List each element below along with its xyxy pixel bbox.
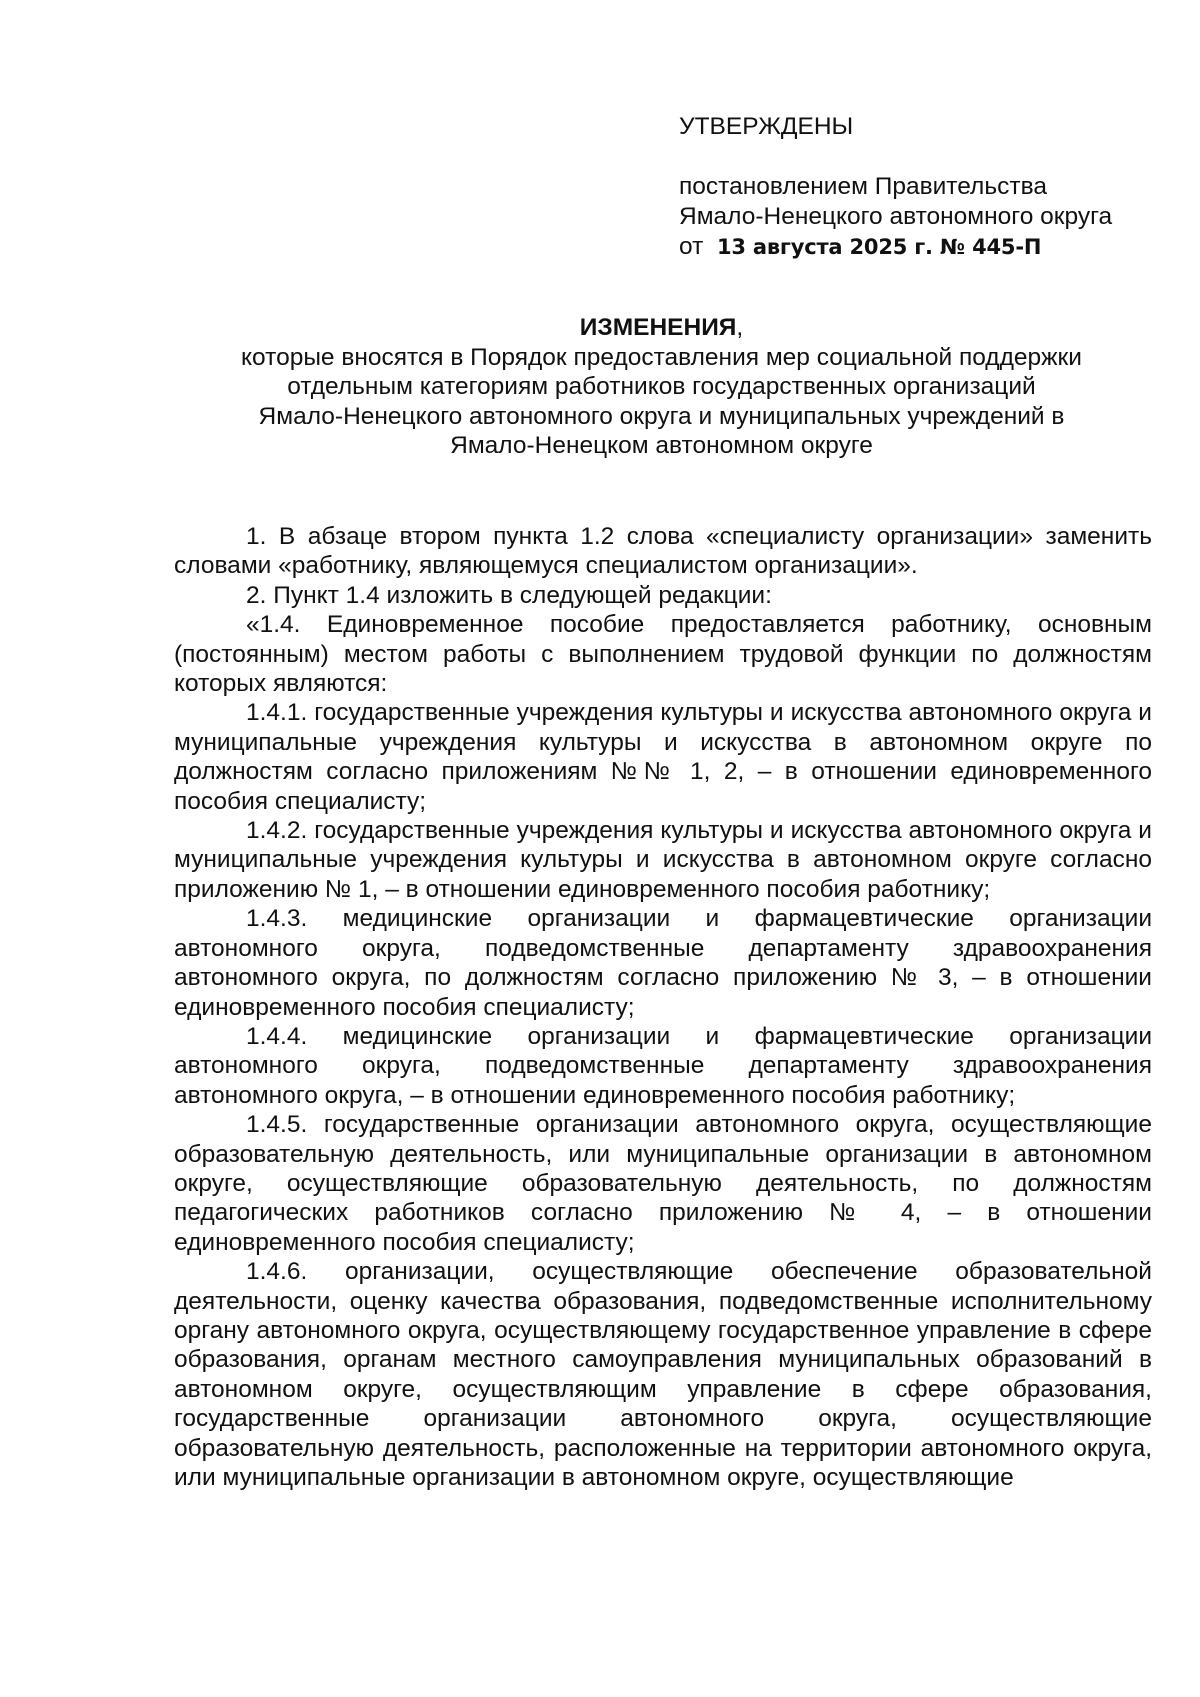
paragraph-item-2: 2. Пункт 1.4 изложить в следующей редакции: — [246, 581, 772, 609]
paragraph-clause-1-4-4: 1.4.4. медицинские организации и фармацевтические организации автономного округа, подведомственные департаменту здравоохранения автономного округа, – в отношении единовременного пособия работнику; — [174, 1022, 1152, 1109]
paragraph-clause-1-4-2: 1.4.2. государственные учреждения культуры и искусства автономного округа и муниципальные учреждения культуры и искусства в автономном округе согласно приложению № 1, – в отношении единовременного пособия работнику; — [174, 817, 1152, 903]
document-body — [174, 522, 1152, 1492]
approval-issuer-line-1: постановлением Правительства — [679, 173, 1047, 200]
document-subtitle-line: Ямало-Ненецкого автономного округа и муниципальных учреждений в — [258, 402, 1065, 430]
approval-date-prefix: от — [679, 233, 711, 260]
approval-date-line — [679, 232, 1179, 262]
paragraph-clause-1-4: «1.4. Единовременное пособие предоставляется работнику, основным (постоянным) местом работы с выполнением трудовой функции по должностям которых являются: — [174, 611, 1152, 698]
document-subtitle-line: отдельным категориям работников государственных организаций — [287, 373, 1036, 401]
paragraph-clause-1-4-5: 1.4.5. государственные организации автономного округа, осуществляющие образовательную деятельность, или муниципальные организации в автономном округе, осуществляющие образовательную деятельность, по должностям педагогических работников согласно приложению № 4, – в отношении единовременного пособия специалисту; — [174, 1111, 1152, 1256]
document-title-block — [173, 313, 1150, 461]
approval-heading: УТВЕРЖДЕНЫ — [679, 113, 854, 140]
approval-issuer-line-2: Ямало-Ненецкого автономного округа — [679, 203, 1113, 230]
document-title: ИЗМЕНЕНИЯ — [579, 314, 737, 341]
approval-block — [679, 112, 1179, 262]
document-subtitle-line: которые вносятся в Порядок предоставления мер социальной поддержки — [241, 343, 1082, 371]
document-title-suffix: , — [736, 314, 744, 341]
document-subtitle-line: Ямало-Ненецком автономном округе — [450, 432, 873, 460]
paragraph-clause-1-4-3: 1.4.3. медицинские организации и фармацевтические организации автономного округа, подведомственные департаменту здравоохранения автономного округа, по должностям согласно приложению № 3, – в отношении единовременного пособия специалисту; — [174, 905, 1152, 1021]
document-title-line — [173, 313, 1150, 343]
paragraph-item-1: 1. В абзаце втором пункта 1.2 слова «специалисту организации» заменить словами «работнику, являющемуся специалистом организации». — [174, 523, 1152, 580]
paragraph-clause-1-4-1: 1.4.1. государственные учреждения культуры и искусства автономного округа и муниципальные учреждения культуры и искусства в автономном округе по должностям согласно приложениям №№ 1, 2, – в отношении единовременного пособия специалисту; — [174, 699, 1152, 815]
paragraph-clause-1-4-6: 1.4.6. организации, осуществляющие обеспечение образовательной деятельности, оценку качества образования, подведомственные исполнительному органу автономного округа, осуществляющему государственное управление в сфере образования, органам местного самоуправления муниципальных образований в автономном округе, осуществляющим управление в сфере образования, государственные организации автономного округа, осуществляющие образовательную деятельность, расположенные на территории автономного округа, или муниципальные организации в автономном округе, осуществляющие — [174, 1258, 1152, 1491]
approval-date-stamp: 13 августа 2025 г. № 445-П — [716, 235, 1042, 259]
